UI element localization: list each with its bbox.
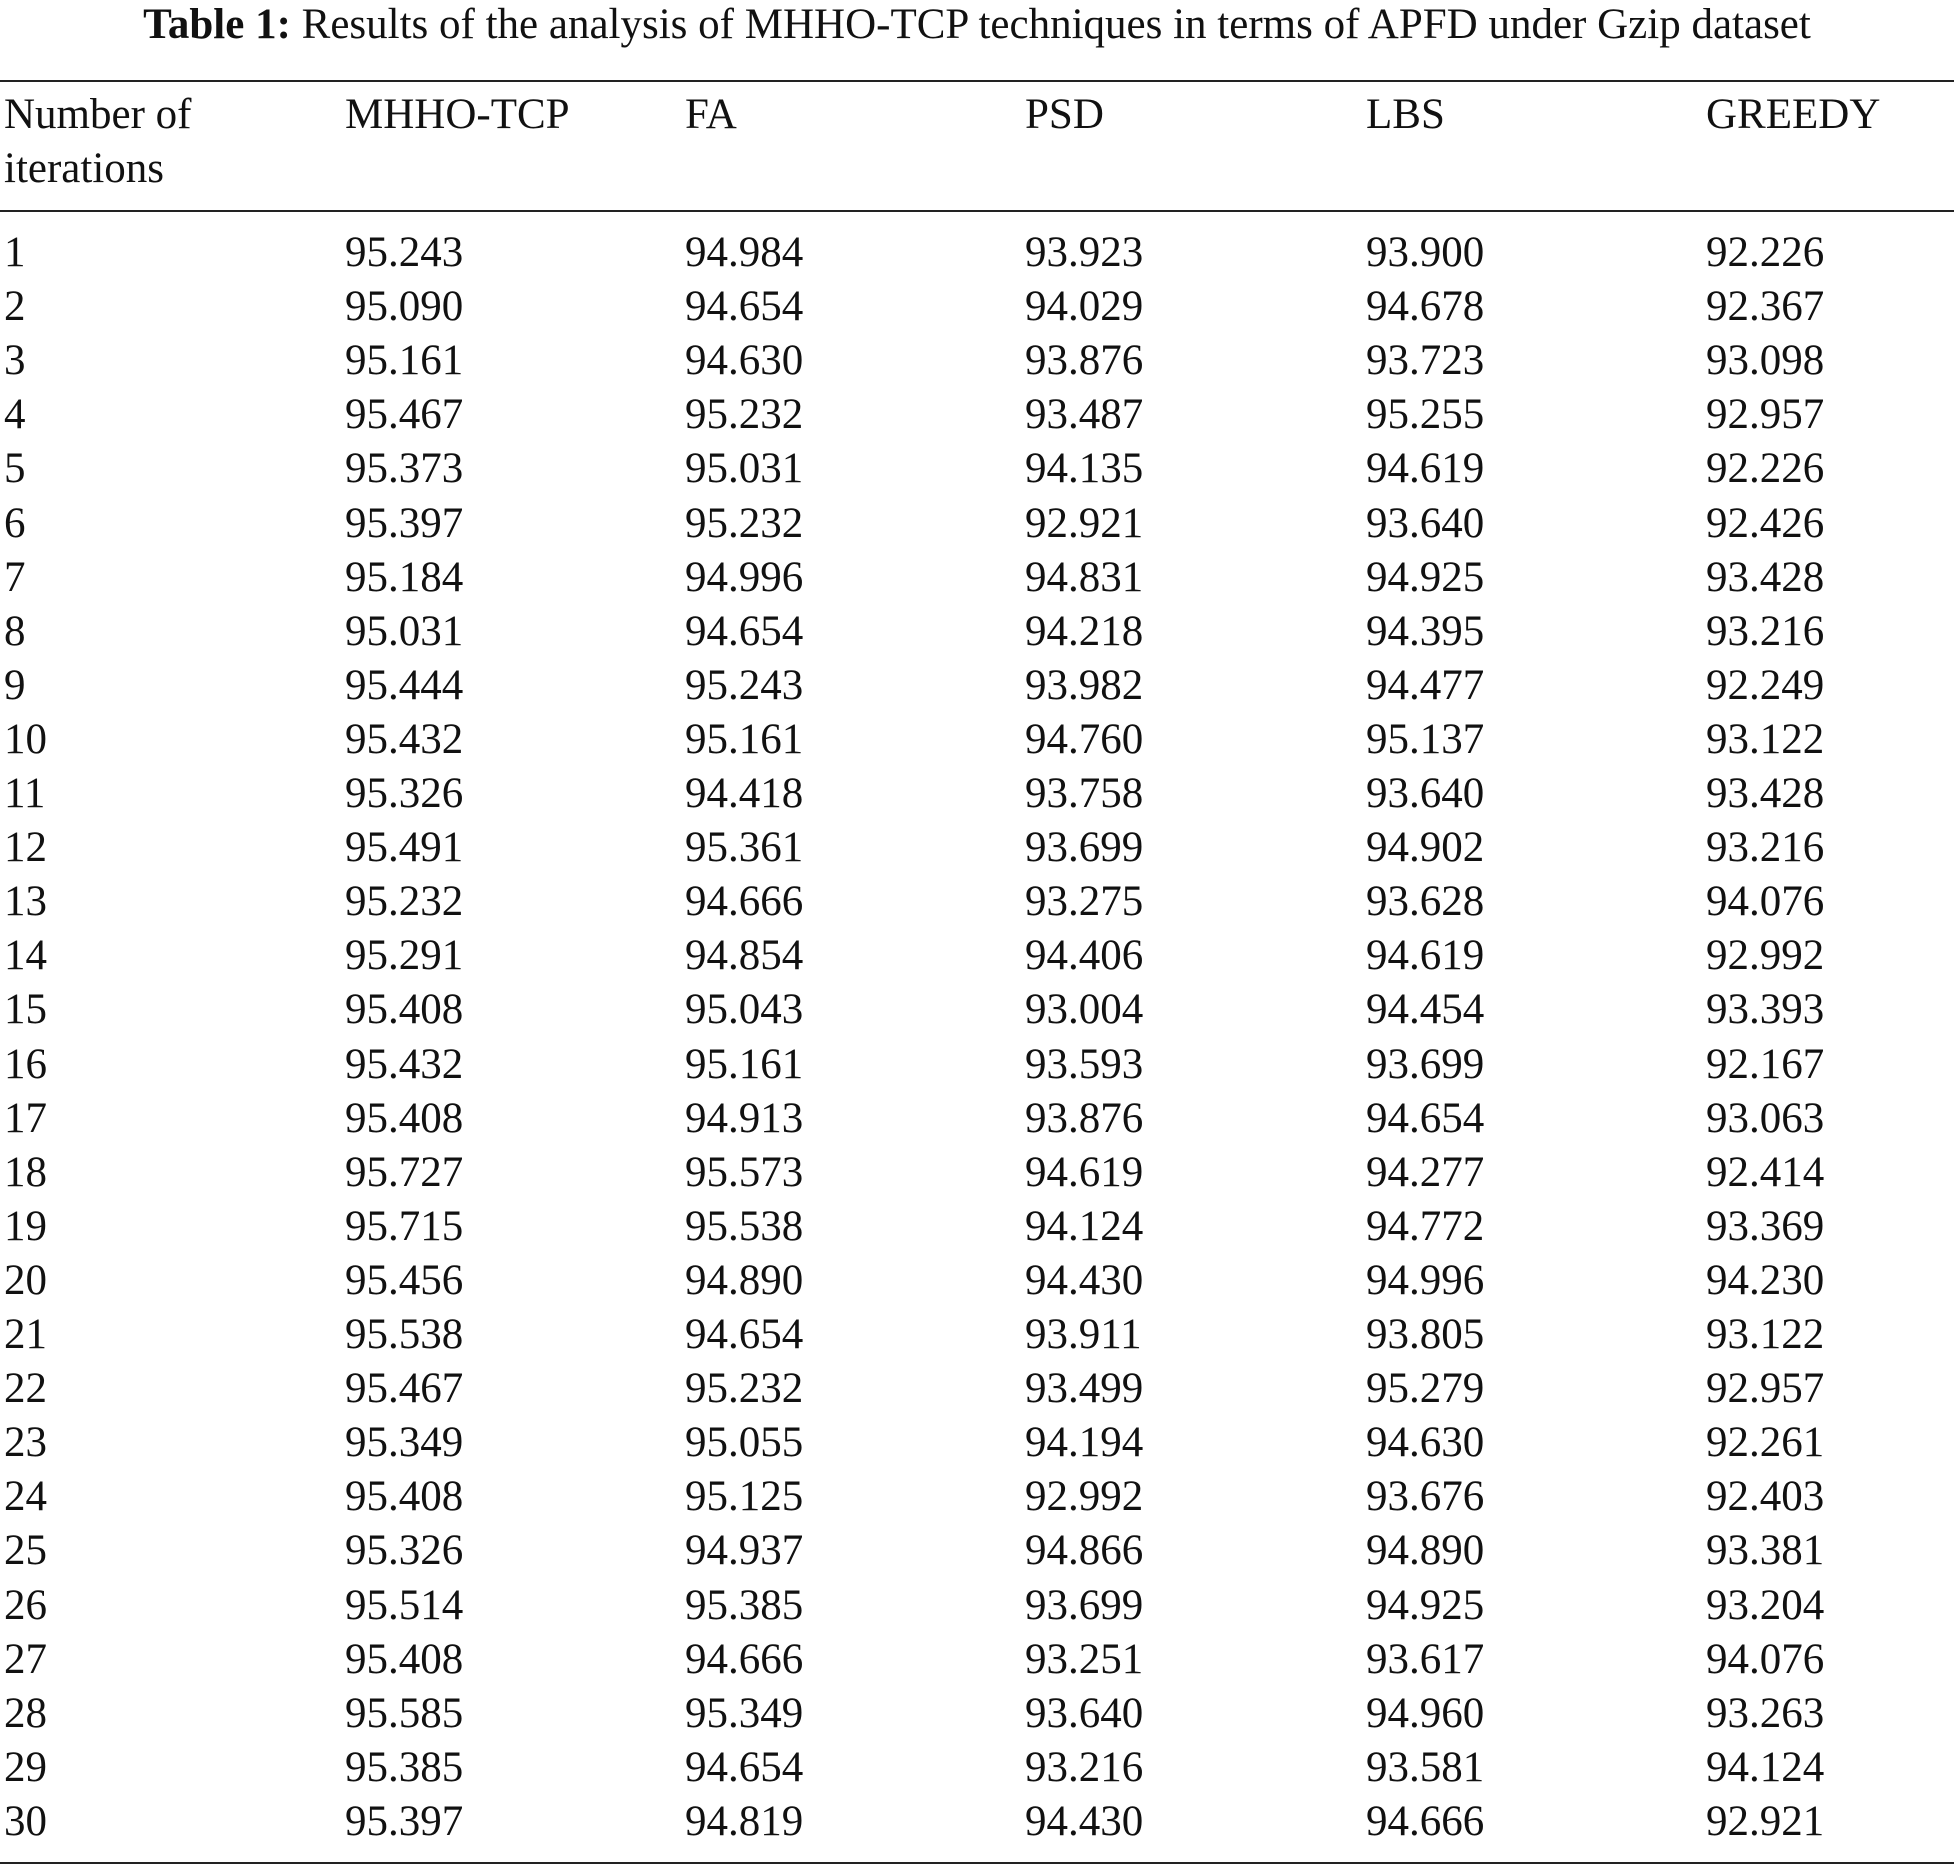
cell-iteration: 15: [4, 986, 47, 1034]
cell-mhho-tcp: 95.467: [345, 391, 464, 439]
cell-lbs: 93.699: [1366, 1040, 1485, 1088]
cell-lbs: 94.666: [1366, 1797, 1485, 1845]
cell-iteration: 29: [4, 1743, 47, 1791]
cell-greedy: 93.393: [1706, 986, 1825, 1034]
cell-mhho-tcp: 95.326: [345, 1527, 464, 1575]
cell-mhho-tcp: 95.432: [345, 715, 464, 763]
cell-iteration: 9: [4, 661, 26, 709]
cell-mhho-tcp: 95.243: [345, 229, 464, 276]
cell-lbs: 95.255: [1366, 391, 1485, 439]
cell-fa: 95.538: [685, 1202, 804, 1250]
table-row: [0, 1200, 1954, 1254]
cell-psd: 93.923: [1025, 229, 1144, 276]
cell-psd: 94.194: [1025, 1419, 1144, 1467]
cell-psd: 94.760: [1025, 715, 1144, 763]
cell-greedy: 92.367: [1706, 283, 1825, 331]
cell-lbs: 93.628: [1366, 878, 1485, 926]
cell-fa: 95.125: [685, 1473, 804, 1521]
header-lbs: LBS: [1366, 91, 1445, 138]
cell-greedy: 93.098: [1706, 337, 1825, 385]
cell-mhho-tcp: 95.585: [345, 1689, 464, 1737]
cell-mhho-tcp: 95.467: [345, 1365, 464, 1413]
cell-greedy: 93.122: [1706, 715, 1825, 763]
cell-psd: 94.218: [1025, 607, 1144, 655]
cell-lbs: 94.925: [1366, 1581, 1485, 1629]
table-row: [0, 767, 1954, 821]
cell-fa: 95.385: [685, 1581, 804, 1629]
cell-fa: 95.349: [685, 1689, 804, 1737]
cell-iteration: 10: [4, 715, 47, 763]
cell-greedy: 93.216: [1706, 607, 1825, 655]
table-row: [0, 983, 1954, 1037]
table-row: [0, 1254, 1954, 1308]
cell-lbs: 94.902: [1366, 824, 1485, 872]
table-row: [0, 1416, 1954, 1470]
cell-iteration: 27: [4, 1635, 47, 1683]
cell-psd: 92.921: [1025, 499, 1144, 547]
cell-greedy: 94.124: [1706, 1743, 1825, 1791]
table-row: [0, 1362, 1954, 1416]
cell-psd: 93.982: [1025, 661, 1144, 709]
cell-psd: 93.251: [1025, 1635, 1144, 1683]
cell-lbs: 94.630: [1366, 1419, 1485, 1467]
cell-psd: 93.876: [1025, 337, 1144, 385]
cell-psd: 93.593: [1025, 1040, 1144, 1088]
table-header-rule: [0, 210, 1954, 212]
cell-psd: 92.992: [1025, 1473, 1144, 1521]
cell-greedy: 93.216: [1706, 824, 1825, 872]
cell-psd: 94.619: [1025, 1148, 1144, 1196]
cell-greedy: 92.426: [1706, 499, 1825, 547]
cell-iteration: 12: [4, 824, 47, 872]
cell-greedy: 92.403: [1706, 1473, 1825, 1521]
cell-mhho-tcp: 95.090: [345, 283, 464, 331]
cell-lbs: 94.996: [1366, 1256, 1485, 1304]
cell-mhho-tcp: 95.373: [345, 445, 464, 493]
cell-iteration: 28: [4, 1689, 47, 1737]
cell-iteration: 7: [4, 553, 26, 601]
cell-iteration: 24: [4, 1473, 47, 1521]
table-row: [0, 1741, 1954, 1795]
cell-lbs: 94.454: [1366, 986, 1485, 1034]
cell-iteration: 1: [4, 229, 26, 276]
cell-fa: 95.573: [685, 1148, 804, 1196]
cell-fa: 94.984: [685, 229, 804, 276]
cell-iteration: 6: [4, 499, 26, 547]
cell-lbs: 93.617: [1366, 1635, 1485, 1683]
cell-lbs: 94.619: [1366, 932, 1485, 980]
cell-psd: 93.640: [1025, 1689, 1144, 1737]
cell-fa: 94.819: [685, 1797, 804, 1845]
table-row: [0, 659, 1954, 713]
cell-greedy: 92.261: [1706, 1419, 1825, 1467]
header-iterations: [4, 88, 191, 196]
cell-psd: 93.499: [1025, 1365, 1144, 1413]
table-row: [0, 1633, 1954, 1687]
header-mhho-tcp: MHHO-TCP: [345, 91, 570, 138]
cell-iteration: 18: [4, 1148, 47, 1196]
table-row: [0, 334, 1954, 388]
cell-lbs: 94.678: [1366, 283, 1485, 331]
cell-fa: 94.654: [685, 283, 804, 331]
cell-fa: 95.361: [685, 824, 804, 872]
cell-psd: 94.135: [1025, 445, 1144, 493]
cell-psd: 93.275: [1025, 878, 1144, 926]
table-caption: [0, 0, 1954, 50]
cell-iteration: 17: [4, 1094, 47, 1142]
cell-psd: 94.831: [1025, 553, 1144, 601]
cell-greedy: 92.992: [1706, 932, 1825, 980]
table-row: [0, 551, 1954, 605]
cell-mhho-tcp: 95.727: [345, 1148, 464, 1196]
cell-greedy: 92.226: [1706, 445, 1825, 493]
cell-iteration: 13: [4, 878, 47, 926]
cell-lbs: 94.395: [1366, 607, 1485, 655]
cell-lbs: 93.581: [1366, 1743, 1485, 1791]
table-row: [0, 280, 1954, 334]
cell-iteration: 2: [4, 283, 26, 331]
cell-iteration: 3: [4, 337, 26, 385]
cell-mhho-tcp: 95.408: [345, 1094, 464, 1142]
cell-lbs: 93.723: [1366, 337, 1485, 385]
cell-psd: 94.406: [1025, 932, 1144, 980]
cell-lbs: 94.477: [1366, 661, 1485, 709]
cell-fa: 94.630: [685, 337, 804, 385]
cell-lbs: 93.676: [1366, 1473, 1485, 1521]
cell-psd: 93.487: [1025, 391, 1144, 439]
cell-greedy: 92.414: [1706, 1148, 1825, 1196]
cell-iteration: 19: [4, 1202, 47, 1250]
cell-lbs: 93.640: [1366, 770, 1485, 817]
cell-mhho-tcp: 95.397: [345, 499, 464, 547]
cell-mhho-tcp: 95.232: [345, 878, 464, 926]
cell-fa: 94.996: [685, 553, 804, 601]
cell-fa: 95.232: [685, 1365, 804, 1413]
cell-greedy: 93.204: [1706, 1581, 1825, 1629]
cell-lbs: 94.654: [1366, 1094, 1485, 1142]
table-row: [0, 442, 1954, 496]
cell-iteration: 11: [4, 770, 46, 817]
cell-iteration: 25: [4, 1527, 47, 1575]
cell-fa: 95.161: [685, 1040, 804, 1088]
cell-psd: 94.866: [1025, 1527, 1144, 1575]
cell-fa: 95.243: [685, 661, 804, 709]
cell-mhho-tcp: 95.385: [345, 1743, 464, 1791]
cell-fa: 94.854: [685, 932, 804, 980]
cell-mhho-tcp: 95.408: [345, 1635, 464, 1683]
cell-mhho-tcp: 95.408: [345, 986, 464, 1034]
header-iterations-line1: Number of: [4, 91, 192, 138]
cell-greedy: 93.381: [1706, 1527, 1825, 1575]
cell-psd: 94.029: [1025, 283, 1144, 331]
cell-greedy: 92.957: [1706, 391, 1825, 439]
cell-iteration: 30: [4, 1797, 47, 1845]
cell-mhho-tcp: 95.538: [345, 1311, 464, 1358]
caption-text: Results of the analysis of MHHO-TCP techniques in terms of APFD under Gzip dataset: [301, 1, 1811, 48]
cell-mhho-tcp: 95.397: [345, 1797, 464, 1845]
table-row: [0, 821, 1954, 875]
cell-lbs: 94.772: [1366, 1202, 1485, 1250]
cell-iteration: 4: [4, 391, 26, 439]
cell-mhho-tcp: 95.291: [345, 932, 464, 980]
cell-lbs: 93.640: [1366, 499, 1485, 547]
cell-fa: 95.161: [685, 715, 804, 763]
cell-greedy: 92.167: [1706, 1040, 1825, 1088]
cell-lbs: 95.279: [1366, 1365, 1485, 1413]
cell-greedy: 93.428: [1706, 770, 1825, 817]
cell-psd: 93.699: [1025, 1581, 1144, 1629]
cell-iteration: 14: [4, 932, 47, 980]
cell-greedy: 93.063: [1706, 1094, 1825, 1142]
cell-fa: 94.418: [685, 770, 804, 817]
table-row: [0, 713, 1954, 767]
table-top-rule: [0, 80, 1954, 82]
cell-iteration: 21: [4, 1311, 47, 1358]
cell-mhho-tcp: 95.184: [345, 553, 464, 601]
cell-lbs: 93.900: [1366, 229, 1485, 276]
cell-iteration: 8: [4, 607, 26, 655]
table-row: [0, 929, 1954, 983]
cell-fa: 94.913: [685, 1094, 804, 1142]
cell-mhho-tcp: 95.432: [345, 1040, 464, 1088]
cell-greedy: 93.369: [1706, 1202, 1825, 1250]
cell-greedy: 94.076: [1706, 878, 1825, 926]
cell-greedy: 94.076: [1706, 1635, 1825, 1683]
table-row: [0, 1524, 1954, 1578]
cell-iteration: 20: [4, 1256, 47, 1304]
cell-mhho-tcp: 95.715: [345, 1202, 464, 1250]
table-row: [0, 388, 1954, 442]
cell-psd: 93.758: [1025, 770, 1144, 817]
cell-lbs: 94.277: [1366, 1148, 1485, 1196]
cell-mhho-tcp: 95.444: [345, 661, 464, 709]
cell-greedy: 93.263: [1706, 1689, 1825, 1737]
table-row: [0, 1470, 1954, 1524]
cell-iteration: 26: [4, 1581, 47, 1629]
cell-psd: 93.699: [1025, 824, 1144, 872]
table-row: [0, 226, 1954, 280]
cell-psd: 93.876: [1025, 1094, 1144, 1142]
cell-psd: 94.124: [1025, 1202, 1144, 1250]
table-row: [0, 875, 1954, 929]
table-row: [0, 1687, 1954, 1741]
table-bottom-rule: [0, 1862, 1954, 1864]
cell-fa: 95.232: [685, 391, 804, 439]
table-row: [0, 1579, 1954, 1633]
table-row: [0, 497, 1954, 551]
table-row: [0, 1092, 1954, 1146]
cell-iteration: 23: [4, 1419, 47, 1467]
header-greedy: GREEDY: [1706, 91, 1881, 138]
cell-iteration: 5: [4, 445, 26, 493]
table-row: [0, 1146, 1954, 1200]
cell-lbs: 94.925: [1366, 553, 1485, 601]
cell-mhho-tcp: 95.491: [345, 824, 464, 872]
cell-greedy: 92.957: [1706, 1365, 1825, 1413]
cell-psd: 93.216: [1025, 1743, 1144, 1791]
cell-mhho-tcp: 95.514: [345, 1581, 464, 1629]
cell-mhho-tcp: 95.408: [345, 1473, 464, 1521]
header-psd: PSD: [1025, 91, 1104, 138]
caption-label: Table 1:: [143, 1, 291, 48]
cell-lbs: 95.137: [1366, 715, 1485, 763]
table-row: [0, 1308, 1954, 1362]
cell-fa: 95.232: [685, 499, 804, 547]
cell-psd: 94.430: [1025, 1797, 1144, 1845]
cell-greedy: 94.230: [1706, 1256, 1825, 1304]
cell-mhho-tcp: 95.161: [345, 337, 464, 385]
cell-lbs: 94.619: [1366, 445, 1485, 493]
cell-fa: 94.937: [685, 1527, 804, 1575]
cell-lbs: 94.960: [1366, 1689, 1485, 1737]
cell-greedy: 92.249: [1706, 661, 1825, 709]
cell-mhho-tcp: 95.031: [345, 607, 464, 655]
cell-mhho-tcp: 95.349: [345, 1419, 464, 1467]
table-row: [0, 1038, 1954, 1092]
cell-fa: 95.055: [685, 1419, 804, 1467]
cell-lbs: 94.890: [1366, 1527, 1485, 1575]
cell-iteration: 16: [4, 1040, 47, 1088]
cell-iteration: 22: [4, 1365, 47, 1413]
table-row: [0, 605, 1954, 659]
cell-greedy: 93.428: [1706, 553, 1825, 601]
cell-psd: 94.430: [1025, 1256, 1144, 1304]
cell-fa: 94.654: [685, 607, 804, 655]
cell-greedy: 92.921: [1706, 1797, 1825, 1845]
cell-mhho-tcp: 95.456: [345, 1256, 464, 1304]
cell-fa: 94.666: [685, 878, 804, 926]
cell-lbs: 93.805: [1366, 1311, 1485, 1358]
cell-mhho-tcp: 95.326: [345, 770, 464, 817]
table-row: [0, 1795, 1954, 1849]
cell-fa: 95.043: [685, 986, 804, 1034]
cell-fa: 95.031: [685, 445, 804, 493]
cell-fa: 94.654: [685, 1743, 804, 1791]
header-fa: FA: [685, 91, 737, 138]
cell-psd: 93.911: [1025, 1311, 1142, 1358]
cell-fa: 94.666: [685, 1635, 804, 1683]
cell-fa: 94.654: [685, 1311, 804, 1358]
cell-fa: 94.890: [685, 1256, 804, 1304]
header-iterations-line2: iterations: [4, 145, 165, 192]
cell-greedy: 93.122: [1706, 1311, 1825, 1358]
cell-greedy: 92.226: [1706, 229, 1825, 276]
cell-psd: 93.004: [1025, 986, 1144, 1034]
